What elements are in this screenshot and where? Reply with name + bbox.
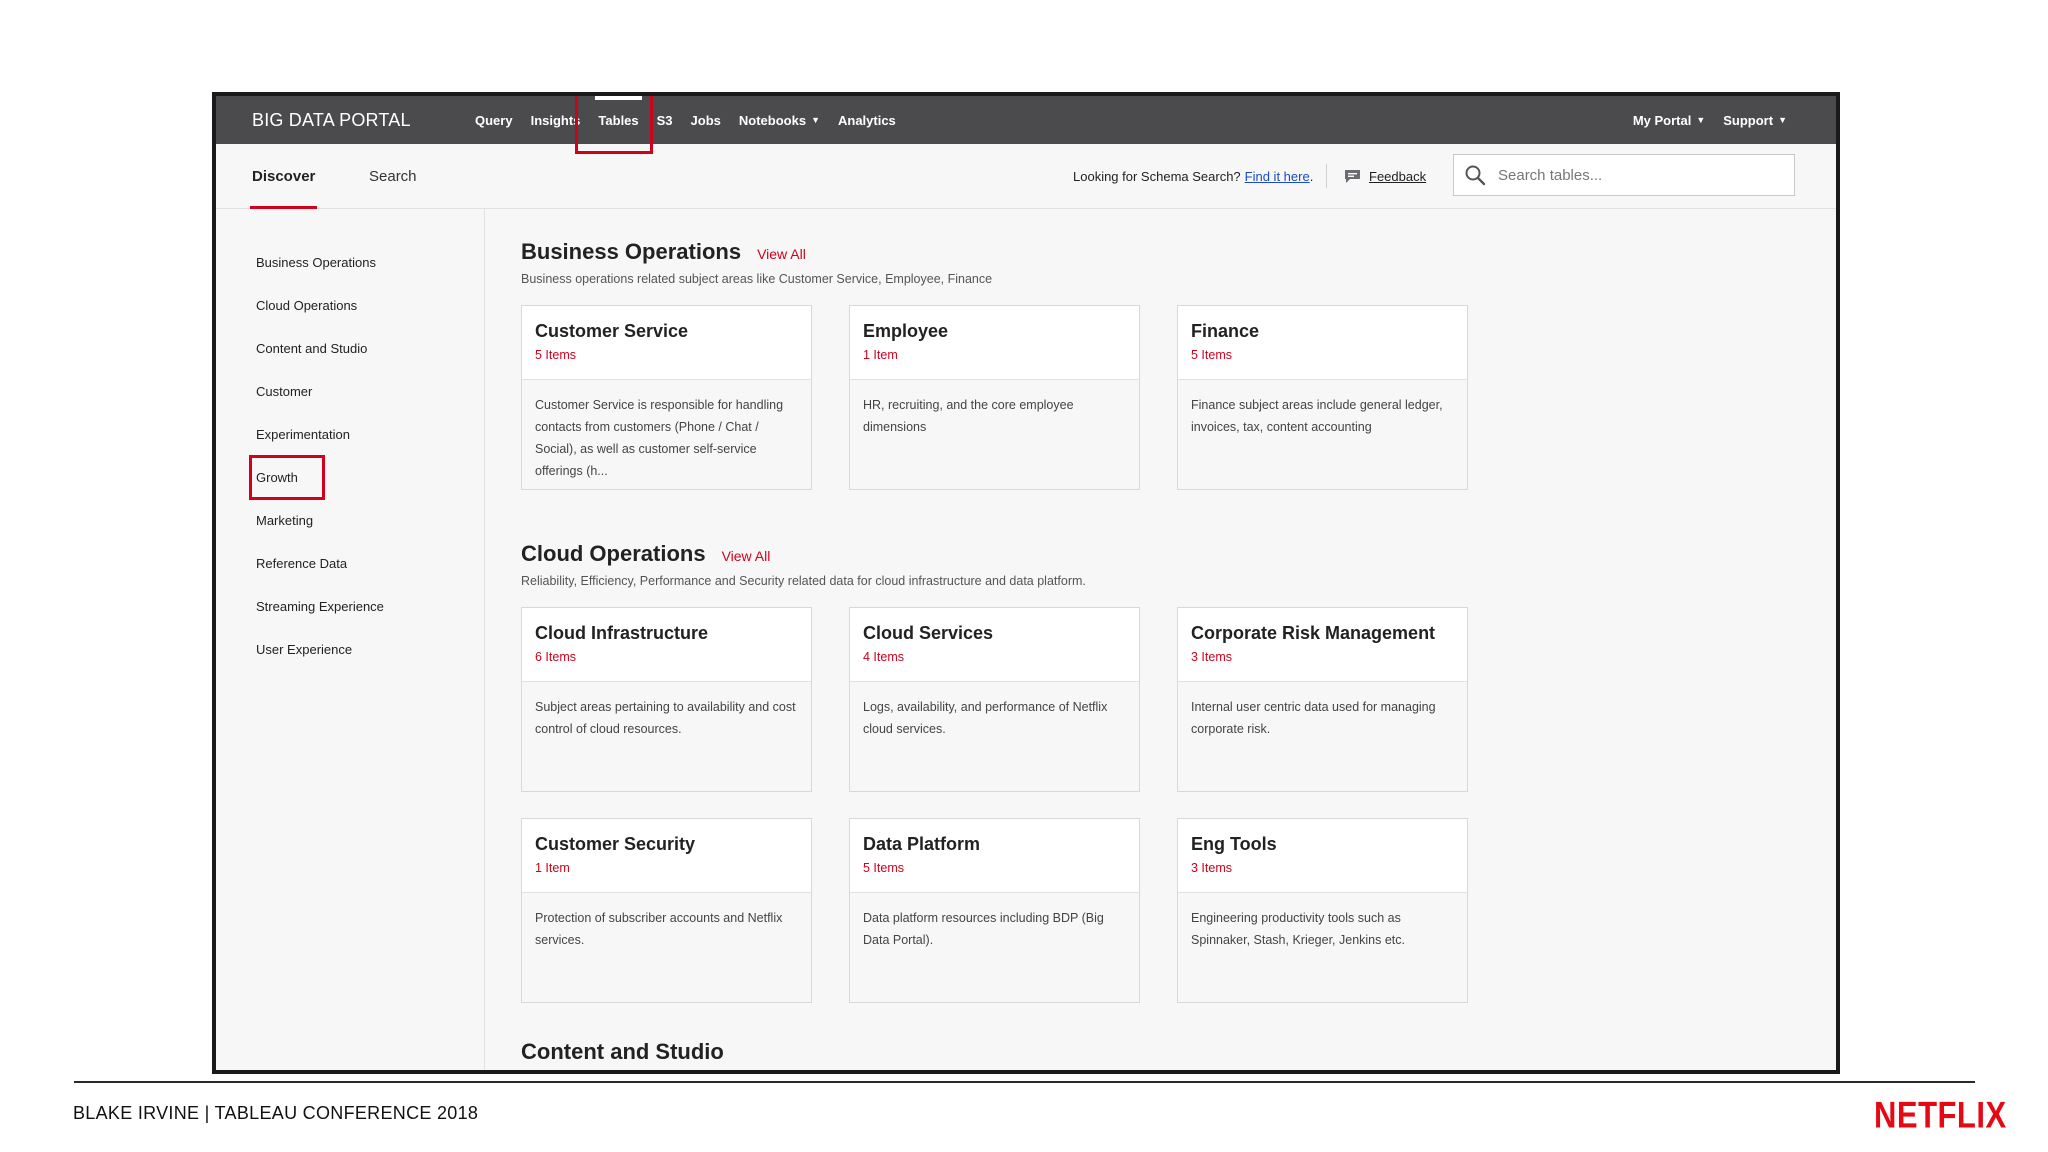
sidebar-item-streaming-experience[interactable]: Streaming Experience bbox=[256, 599, 384, 614]
highlight-box-growth bbox=[249, 455, 325, 500]
card-description: Customer Service is responsible for handling contacts from customers (Phone / Chat / Social), as well as customer self-service offerings (h... bbox=[535, 398, 784, 478]
top-nav-bar bbox=[216, 96, 1836, 144]
nav-my-portal[interactable] bbox=[1624, 96, 1714, 144]
card-header bbox=[1178, 306, 1467, 380]
card-title: Customer Service bbox=[535, 321, 689, 341]
feedback-icon bbox=[1344, 169, 1361, 184]
card-title: Customer Security bbox=[535, 834, 696, 854]
section-header-business-operations bbox=[521, 239, 806, 265]
card-cloud-services[interactable] bbox=[849, 607, 1140, 792]
card-finance[interactable] bbox=[1177, 305, 1468, 490]
sidebar-item-customer[interactable]: Customer bbox=[256, 384, 313, 399]
card-description: Protection of subscriber accounts and Netflix services. bbox=[535, 911, 783, 947]
schema-link[interactable]: Find it here bbox=[1244, 168, 1310, 184]
nav-support-label: Support bbox=[1723, 112, 1774, 128]
card-customer-security[interactable] bbox=[521, 818, 812, 1003]
nav-jobs[interactable] bbox=[682, 96, 730, 144]
card-header bbox=[522, 608, 811, 682]
card-count: 4 Items bbox=[863, 650, 904, 664]
sidebar-item-business-operations[interactable]: Business Operations bbox=[256, 255, 376, 270]
card-header bbox=[850, 608, 1139, 682]
card-data-platform[interactable] bbox=[849, 818, 1140, 1003]
sidebar-item-marketing[interactable]: Marketing bbox=[256, 513, 314, 528]
feedback-label: Feedback bbox=[1369, 168, 1427, 184]
nav-query-label: Query bbox=[475, 112, 513, 128]
sidebar-item-cloud-operations[interactable]: Cloud Operations bbox=[256, 298, 358, 313]
card-eng-tools[interactable] bbox=[1177, 818, 1468, 1003]
sidebar-item-content-and-studio[interactable]: Content and Studio bbox=[256, 341, 368, 356]
card-count: 6 Items bbox=[535, 650, 576, 664]
section-title: Business Operations bbox=[521, 239, 742, 264]
card-employee[interactable] bbox=[849, 305, 1140, 490]
sidebar-item-reference-data[interactable]: Reference Data bbox=[256, 556, 348, 571]
card-header bbox=[850, 306, 1139, 380]
nav-analytics[interactable] bbox=[829, 96, 905, 144]
sub-nav-bar bbox=[216, 144, 1836, 209]
card-title: Data Platform bbox=[863, 834, 981, 854]
card-count: 3 Items bbox=[1191, 650, 1232, 664]
view-all-link[interactable]: View All bbox=[721, 548, 771, 564]
nav-support[interactable] bbox=[1714, 96, 1796, 144]
card-header bbox=[850, 819, 1139, 893]
card-title: Corporate Risk Management bbox=[1191, 623, 1436, 643]
nav-query[interactable] bbox=[466, 96, 522, 144]
card-header bbox=[522, 306, 811, 380]
tab-discover-label: Discover bbox=[252, 167, 316, 185]
footer-credit: BLAKE IRVINE | TABLEAU CONFERENCE 2018 bbox=[73, 1103, 479, 1123]
card-title: Eng Tools bbox=[1191, 834, 1277, 854]
sidebar bbox=[216, 209, 485, 1070]
tab-discover[interactable] bbox=[252, 144, 315, 208]
section-title-partial: Content and Studio bbox=[521, 1039, 724, 1064]
card-corporate-risk-management[interactable] bbox=[1177, 607, 1468, 792]
card-title: Employee bbox=[863, 321, 949, 341]
card-title: Cloud Services bbox=[863, 623, 994, 643]
screenshot-frame bbox=[212, 92, 1840, 1074]
portal-brand[interactable]: BIG DATA PORTAL bbox=[252, 110, 411, 130]
caret-down-icon: ▼ bbox=[1778, 115, 1787, 125]
sidebar-item-growth[interactable]: Growth bbox=[256, 470, 298, 485]
card-header bbox=[1178, 819, 1467, 893]
card-count: 5 Items bbox=[863, 861, 904, 875]
footer-divider bbox=[74, 1081, 1975, 1083]
view-all-link[interactable]: View All bbox=[757, 246, 806, 262]
card-count: 1 Item bbox=[535, 861, 570, 875]
caret-down-icon: ▼ bbox=[811, 115, 820, 125]
divider bbox=[1326, 164, 1327, 188]
search-icon bbox=[1464, 164, 1486, 186]
nav-notebooks[interactable] bbox=[730, 96, 829, 144]
nav-tables-label: Tables bbox=[598, 112, 639, 128]
nav-menu bbox=[466, 96, 905, 144]
schema-search-hint bbox=[1073, 144, 1313, 208]
card-title: Finance bbox=[1191, 321, 1260, 341]
card-count: 3 Items bbox=[1191, 861, 1232, 875]
sidebar-item-experimentation[interactable]: Experimentation bbox=[256, 427, 350, 442]
nav-insights-label: Insights bbox=[530, 112, 581, 128]
section-title: Cloud Operations bbox=[521, 541, 706, 566]
search-box[interactable] bbox=[1453, 154, 1795, 196]
tab-search[interactable] bbox=[369, 144, 417, 208]
section-header-cloud-operations bbox=[521, 541, 770, 567]
caret-down-icon: ▼ bbox=[1696, 115, 1706, 125]
card-description: Internal user centric data used for managing corporate risk. bbox=[1191, 700, 1436, 736]
schema-hint-text: Looking for Schema Search? bbox=[1073, 168, 1241, 184]
card-title: Cloud Infrastructure bbox=[535, 623, 709, 643]
nav-my-portal-label: My Portal bbox=[1632, 112, 1692, 128]
schema-period: . bbox=[1309, 168, 1314, 184]
nav-analytics-label: Analytics bbox=[837, 112, 896, 128]
highlight-box-tables bbox=[575, 92, 653, 154]
nav-jobs-label: Jobs bbox=[690, 112, 721, 128]
card-description: Engineering productivity tools such as Spinnaker, Stash, Krieger, Jenkins etc. bbox=[1191, 911, 1406, 947]
card-count: 5 Items bbox=[535, 348, 576, 362]
card-count: 5 Items bbox=[1191, 348, 1232, 362]
main-content bbox=[485, 209, 1836, 1070]
section-description: Reliability, Efficiency, Performance and Security related data for cloud infrastructure and data platform. bbox=[521, 574, 1086, 588]
card-description: Finance subject areas include general ledger, invoices, tax, content accounting bbox=[1191, 398, 1443, 434]
sidebar-item-user-experience[interactable]: User Experience bbox=[256, 642, 353, 657]
nav-right-menu bbox=[1624, 96, 1796, 144]
card-customer-service[interactable] bbox=[521, 305, 812, 490]
card-cloud-infrastructure[interactable] bbox=[521, 607, 812, 792]
card-description: Subject areas pertaining to availability and cost control of cloud resources. bbox=[535, 700, 796, 736]
nav-s3-label: S3 bbox=[656, 112, 673, 128]
card-description: HR, recruiting, and the core employee dimensions bbox=[863, 398, 1074, 434]
section-description: Business operations related subject areas like Customer Service, Employee, Finance bbox=[521, 272, 993, 286]
feedback-link[interactable] bbox=[1344, 144, 1426, 208]
card-header bbox=[1178, 608, 1467, 682]
card-header bbox=[522, 819, 811, 893]
tab-search-label: Search bbox=[369, 167, 417, 185]
nav-notebooks-label: Notebooks bbox=[738, 112, 807, 128]
card-description: Logs, availability, and performance of Netflix cloud services. bbox=[863, 700, 1108, 736]
netflix-logo: NETFLIX bbox=[1874, 1094, 2007, 1136]
card-count: 1 Item bbox=[863, 348, 898, 362]
search-input[interactable] bbox=[1496, 166, 1780, 185]
card-description: Data platform resources including BDP (Big Data Portal). bbox=[863, 911, 1104, 947]
